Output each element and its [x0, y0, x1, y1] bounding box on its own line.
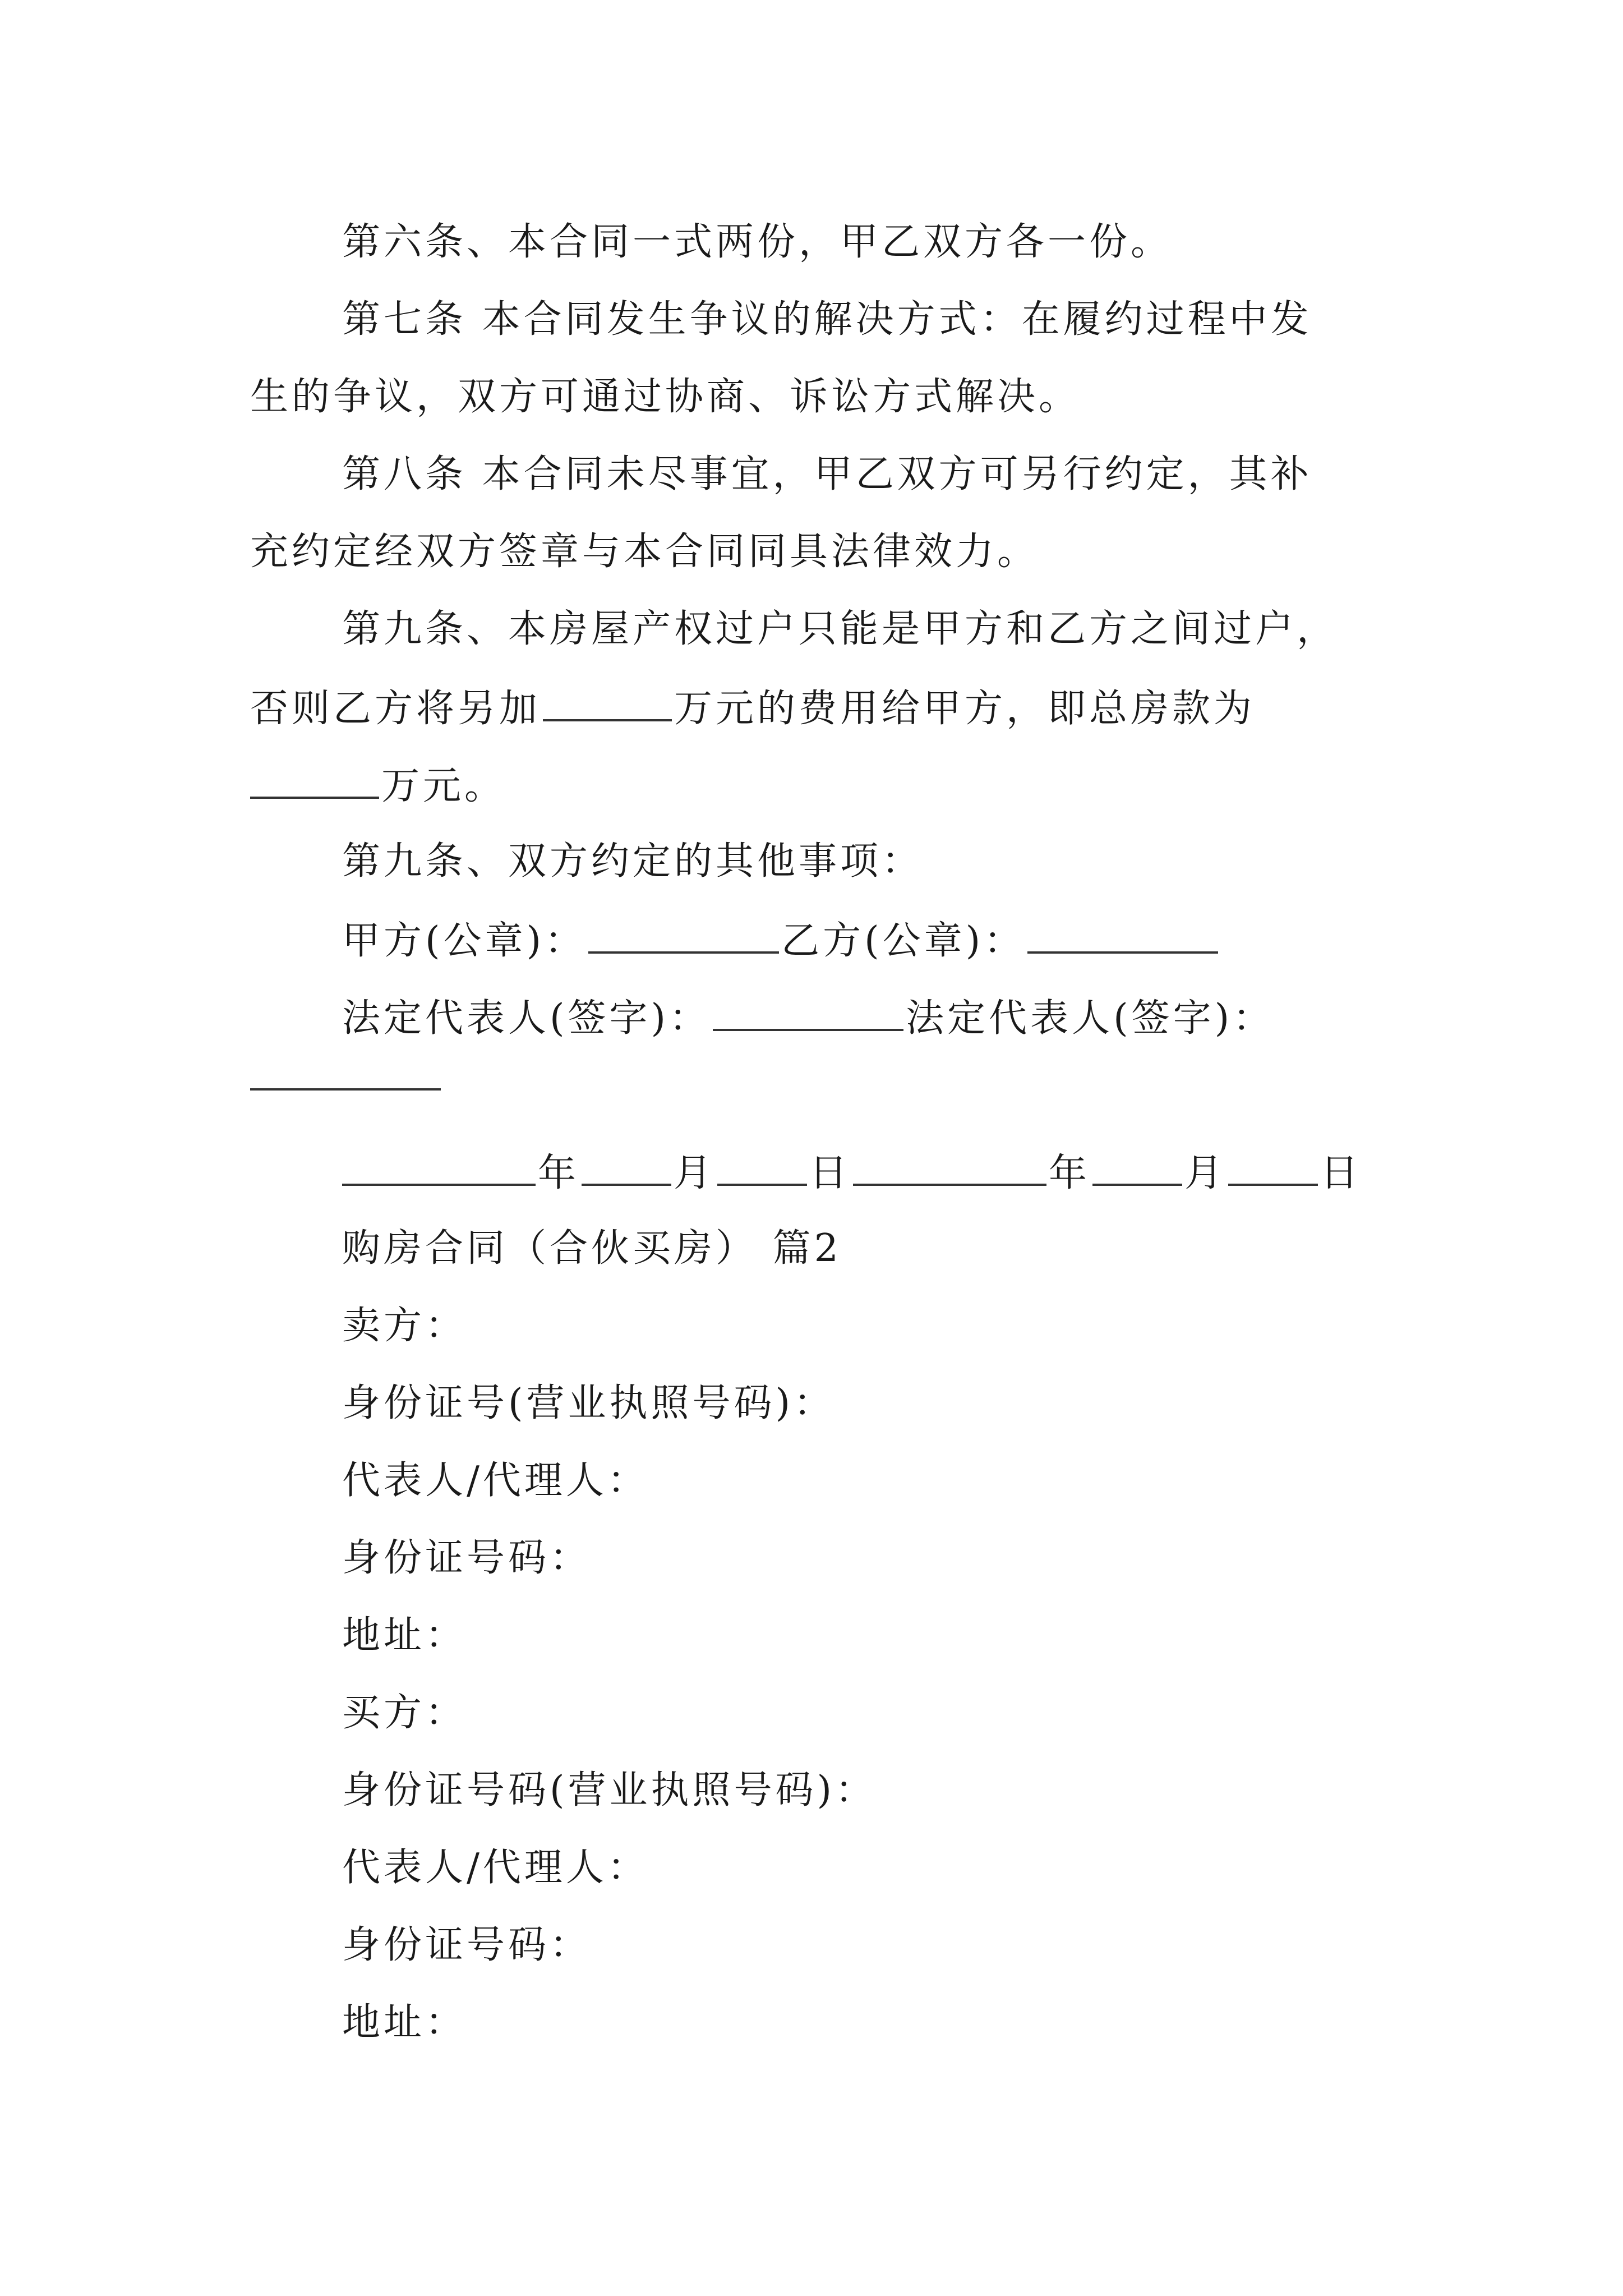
- representative-line: [342, 996, 1275, 1041]
- article-9a-line-2: [250, 687, 1256, 731]
- buyer-label: 买方：: [342, 1691, 467, 1735]
- seller-id-label: 身份证号(营业执照号码)：: [342, 1381, 836, 1425]
- article-9a-text-before: 否则乙方将另加: [250, 687, 541, 731]
- party-a-seal-blank: [588, 920, 779, 954]
- date-b-day-blank: [1228, 1152, 1318, 1186]
- rep-a-blank: [713, 997, 903, 1031]
- buyer-agent-label: 代表人/代理人：: [342, 1846, 649, 1890]
- party-b-seal-blank: [1027, 920, 1218, 954]
- party-a-seal-label: 甲方(公章)：: [342, 919, 587, 963]
- date-a-year-blank: [342, 1152, 536, 1186]
- date-a-day-blank: [717, 1152, 807, 1186]
- article-9a-line-1: 第九条、本房屋产权过户只能是甲方和乙方之间过户，: [342, 607, 1339, 651]
- total-price-blank: [250, 765, 379, 799]
- section-2-title: 购房合同（合伙买房） 篇2: [342, 1226, 842, 1271]
- buyer-agent-id-label: 身份证号码：: [342, 1923, 592, 1967]
- date-line: [342, 1152, 1362, 1193]
- article-6: 第六条、本合同一式两份，甲乙双方各一份。: [342, 220, 1173, 264]
- article-9a-text-after: 万元的费用给甲方，即总房款为: [674, 687, 1256, 731]
- date-b-month: 月: [1184, 1151, 1227, 1195]
- date-b-year-blank: [853, 1152, 1046, 1186]
- article-8-line-2: 充约定经双方签章与本合同同具法律效力。: [250, 530, 1039, 574]
- article-9a-line-3-text: 万元。: [381, 764, 506, 808]
- seal-line: [342, 919, 1220, 963]
- buyer-id-label: 身份证号码(营业执照号码)：: [342, 1768, 877, 1812]
- article-9a-line-3: [250, 765, 506, 806]
- rep-b-blank: [250, 1088, 441, 1091]
- date-b-month-blank: [1092, 1152, 1182, 1186]
- seller-agent-id-label: 身份证号码：: [342, 1536, 592, 1580]
- article-9b: 第九条、双方约定的其他事项：: [342, 839, 924, 884]
- rep-a-label: 法定代表人(签字)：: [342, 996, 711, 1041]
- seller-label: 卖方：: [342, 1304, 467, 1348]
- date-a-month: 月: [674, 1151, 716, 1195]
- article-7-line-1: 第七条 本合同发生争议的解决方式：在履约过程中发: [342, 297, 1312, 342]
- seller-agent-label: 代表人/代理人：: [342, 1458, 649, 1503]
- extra-fee-blank: [543, 688, 672, 721]
- party-b-seal-label: 乙方(公章)：: [781, 919, 1026, 963]
- date-a-year: 年: [538, 1151, 580, 1195]
- buyer-address-label: 地址：: [342, 2000, 467, 2045]
- date-b-year: 年: [1049, 1151, 1091, 1195]
- article-7-line-2: 生的争议，双方可通过协商、诉讼方式解决。: [250, 375, 1081, 419]
- seller-address-label: 地址：: [342, 1613, 467, 1658]
- date-b-day: 日: [1320, 1151, 1362, 1195]
- rep-b-label: 法定代表人(签字)：: [906, 996, 1275, 1041]
- article-8-line-1: 第八条 本合同未尽事宜，甲乙双方可另行约定，其补: [342, 452, 1312, 496]
- date-a-month-blank: [582, 1152, 671, 1186]
- date-a-day: 日: [809, 1151, 851, 1195]
